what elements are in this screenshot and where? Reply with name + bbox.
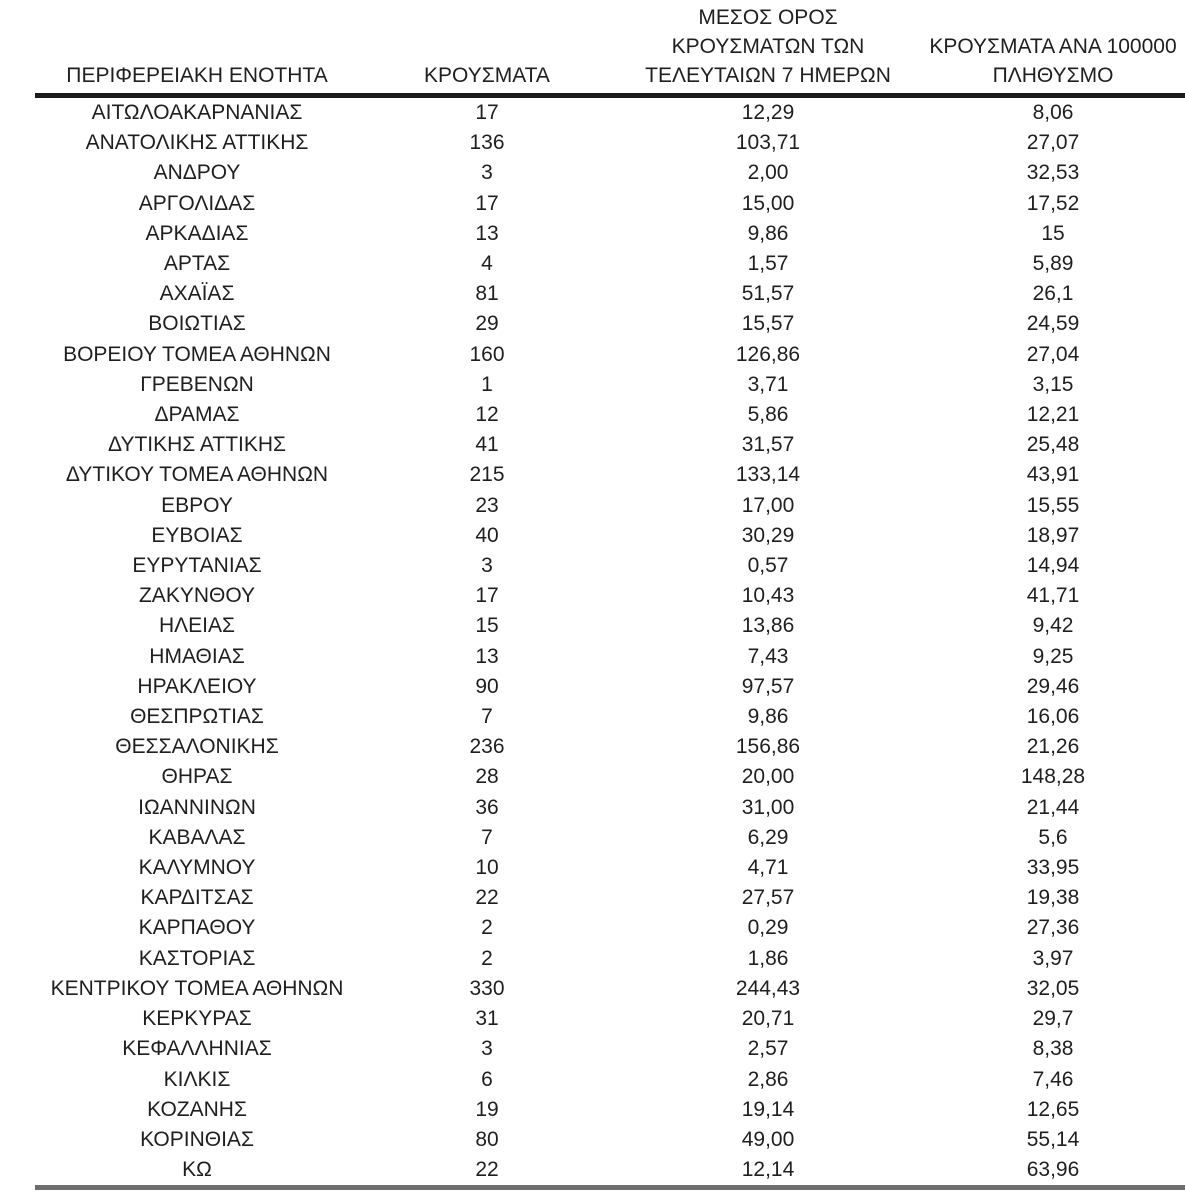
avg7-cell: 0,57: [747, 554, 789, 578]
region-cell: ΚΕΦΑΛΛΗΝΙΑΣ: [122, 1037, 272, 1061]
col-header-avg7-line2: ΚΡΟΥΣΜΑΤΩΝ ΤΩΝ: [671, 35, 865, 58]
table-row: [35, 762, 1185, 792]
cases-report: [35, 0, 1185, 1190]
col-header-region-label: ΠΕΡΙΦΕΡΕΙΑΚΗ ΕΝΟΤΗΤΑ: [66, 64, 328, 87]
avg7-cell: 15,57: [741, 312, 795, 336]
table-row: [35, 913, 1185, 943]
table-row: [35, 1004, 1185, 1034]
table-row: [35, 1095, 1185, 1125]
cases-cell: 81: [475, 282, 499, 306]
avg7-cell: 1,57: [747, 252, 789, 276]
table-row: [35, 702, 1185, 732]
per100k-cell: 41,71: [1026, 584, 1080, 608]
region-cell: ΕΥΡΥΤΑΝΙΑΣ: [132, 554, 262, 578]
header-row: [35, 0, 1185, 96]
avg7-cell: 15,00: [741, 191, 795, 215]
cases-cell: 215: [469, 463, 505, 487]
avg7-cell: 126,86: [735, 342, 801, 366]
avg7-cell: 49,00: [741, 1127, 795, 1151]
per100k-cell: 29,7: [1032, 1007, 1074, 1031]
cases-cell: 13: [475, 644, 499, 668]
region-cell: ΘΕΣΠΡΩΤΙΑΣ: [130, 705, 264, 729]
cases-cell: 31: [475, 1007, 499, 1031]
per100k-cell: 18,97: [1026, 523, 1080, 547]
region-cell: ΚΟΖΑΝΗΣ: [147, 1097, 247, 1121]
avg7-cell: 9,86: [747, 705, 789, 729]
region-cell: ΑΡΤΑΣ: [163, 252, 231, 276]
region-cell: ΘΗΡΑΣ: [161, 765, 233, 789]
avg7-cell: 12,29: [741, 101, 795, 124]
col-header-per100k: [921, 0, 1185, 96]
cases-cell: 2: [481, 946, 493, 970]
per100k-cell: 32,53: [1026, 161, 1080, 185]
table-row: [35, 581, 1185, 611]
region-cell: ΚΑΛΥΜΝΟΥ: [138, 856, 256, 880]
cases-cell: 3: [481, 1037, 493, 1061]
avg7-cell: 3,71: [747, 372, 789, 396]
cases-cell: 41: [475, 433, 499, 457]
avg7-cell: 97,57: [741, 674, 795, 698]
table-row: [35, 96, 1185, 129]
table-row: [35, 823, 1185, 853]
avg7-cell: 5,86: [747, 403, 789, 427]
per100k-cell: 12,65: [1026, 1097, 1080, 1121]
table-row: [35, 944, 1185, 974]
col-header-per100k-line1: ΚΡΟΥΣΜΑΤΑ ΑΝΑ 100000: [929, 35, 1177, 58]
region-cell: ΚΑΡΔΙΤΣΑΣ: [140, 886, 254, 910]
avg7-cell: 9,86: [747, 221, 789, 245]
avg7-cell: 27,57: [741, 886, 795, 910]
avg7-cell: 10,43: [741, 584, 795, 608]
col-header-cases: [359, 0, 615, 96]
per100k-cell: 29,46: [1026, 674, 1080, 698]
cases-table: [35, 0, 1185, 1190]
avg7-cell: 4,71: [747, 856, 789, 880]
avg7-cell: 103,71: [735, 131, 801, 155]
per100k-cell: 25,48: [1026, 433, 1080, 457]
region-cell: ΚΑΒΑΛΑΣ: [148, 825, 246, 849]
avg7-cell: 51,57: [741, 282, 795, 306]
cases-cell: 17: [475, 584, 499, 608]
table-row: [35, 128, 1185, 158]
cases-cell: 23: [475, 493, 499, 517]
avg7-cell: 31,00: [741, 795, 795, 819]
region-cell: ΓΡΕΒΕΝΩΝ: [140, 372, 254, 396]
per100k-cell: 21,26: [1026, 735, 1080, 759]
region-cell: ΗΛΕΙΑΣ: [158, 614, 236, 638]
region-cell: ΔΥΤΙΚΟΥ ΤΟΜΕΑ ΑΘΗΝΩΝ: [65, 463, 329, 487]
per100k-cell: 27,07: [1026, 131, 1080, 155]
avg7-cell: 7,43: [747, 644, 789, 668]
region-cell: ΔΡΑΜΑΣ: [154, 403, 240, 427]
per100k-cell: 5,6: [1038, 825, 1068, 849]
table-row: [35, 189, 1185, 219]
cases-cell: 10: [475, 856, 499, 880]
per100k-cell: 55,14: [1026, 1127, 1080, 1151]
per100k-cell: 15: [1041, 221, 1065, 245]
cases-cell: 19: [475, 1097, 499, 1121]
cases-cell: 15: [475, 614, 499, 638]
per100k-cell: 9,42: [1032, 614, 1074, 638]
region-cell: ΖΑΚΥΝΘΟΥ: [138, 584, 255, 608]
table-row: [35, 883, 1185, 913]
cases-cell: 17: [475, 191, 499, 215]
per100k-cell: 27,36: [1026, 916, 1080, 940]
per100k-cell: 19,38: [1026, 886, 1080, 910]
per100k-cell: 12,21: [1026, 403, 1080, 427]
cases-cell: 160: [469, 342, 505, 366]
region-cell: ΔΥΤΙΚΗΣ ΑΤΤΙΚΗΣ: [107, 433, 287, 457]
table-row: [35, 1155, 1185, 1188]
table-row: [35, 1065, 1185, 1095]
table-row: [35, 491, 1185, 521]
per100k-cell: 14,94: [1026, 554, 1080, 578]
avg7-cell: 13,86: [741, 614, 795, 638]
region-cell: ΚΙΛΚΙΣ: [163, 1067, 231, 1091]
per100k-cell: 8,38: [1032, 1037, 1074, 1061]
cases-cell: 12: [475, 403, 499, 427]
table-body: [35, 96, 1185, 1188]
table-row: [35, 309, 1185, 339]
cases-cell: 4: [481, 252, 493, 276]
table-row: [35, 340, 1185, 370]
cases-cell: 28: [475, 765, 499, 789]
cases-cell: 90: [475, 674, 499, 698]
region-cell: ΑΝΑΤΟΛΙΚΗΣ ΑΤΤΙΚΗΣ: [85, 131, 309, 155]
avg7-cell: 2,86: [747, 1067, 789, 1091]
avg7-cell: 31,57: [741, 433, 795, 457]
cases-cell: 136: [469, 131, 505, 155]
per100k-cell: 27,04: [1026, 342, 1080, 366]
table-row: [35, 219, 1185, 249]
table-row: [35, 158, 1185, 188]
cases-cell: 17: [475, 101, 499, 124]
table-row: [35, 551, 1185, 581]
per100k-cell: 7,46: [1032, 1067, 1074, 1091]
cases-cell: 13: [475, 221, 499, 245]
table-row: [35, 249, 1185, 279]
region-cell: ΚΕΡΚΥΡΑΣ: [142, 1007, 252, 1031]
per100k-cell: 63,96: [921, 1155, 1185, 1188]
table-row: [35, 430, 1185, 460]
per100k-cell: 43,91: [1026, 463, 1080, 487]
per100k-cell: 3,15: [1032, 372, 1074, 396]
avg7-cell: 17,00: [741, 493, 795, 517]
col-header-avg7: [615, 0, 921, 96]
avg7-cell: 1,86: [747, 946, 789, 970]
per100k-cell: 9,25: [1032, 644, 1074, 668]
cases-cell: 2: [481, 916, 493, 940]
table-row: [35, 460, 1185, 490]
table-header: [35, 0, 1185, 96]
avg7-cell: 20,00: [741, 765, 795, 789]
region-cell: ΚΩ: [35, 1155, 359, 1188]
region-cell: ΑΝΔΡΟΥ: [153, 161, 241, 185]
avg7-cell: 0,29: [747, 916, 789, 940]
region-cell: ΗΜΑΘΙΑΣ: [149, 644, 245, 668]
cases-cell: 7: [481, 705, 493, 729]
region-cell: ΚΑΡΠΑΘΟΥ: [138, 916, 256, 940]
region-cell: ΘΕΣΣΑΛΟΝΙΚΗΣ: [115, 735, 279, 759]
cases-cell: 6: [481, 1067, 493, 1091]
region-cell: ΚΕΝΤΡΙΚΟΥ ΤΟΜΕΑ ΑΘΗΝΩΝ: [50, 976, 344, 1000]
col-header-cases-label: ΚΡΟΥΣΜΑΤΑ: [424, 64, 550, 87]
region-cell: ΒΟΙΩΤΙΑΣ: [148, 312, 246, 336]
per100k-cell: 3,97: [1032, 946, 1074, 970]
region-cell: ΚΑΣΤΟΡΙΑΣ: [138, 946, 256, 970]
avg7-cell: 30,29: [741, 523, 795, 547]
table-row: [35, 370, 1185, 400]
col-header-avg7-line3: ΤΕΛΕΥΤΑΙΩΝ 7 ΗΜΕΡΩΝ: [645, 64, 891, 87]
col-header-region: [35, 0, 359, 96]
avg7-cell: 20,71: [741, 1007, 795, 1031]
table-row: [35, 732, 1185, 762]
avg7-cell: 133,14: [735, 463, 801, 487]
per100k-cell: 17,52: [1026, 191, 1080, 215]
region-cell: ΙΩΑΝΝΙΝΩΝ: [138, 795, 256, 819]
region-cell: ΑΡΚΑΔΙΑΣ: [145, 221, 249, 245]
per100k-cell: 15,55: [1026, 493, 1080, 517]
table-row: [35, 642, 1185, 672]
avg7-cell: 2,57: [747, 1037, 789, 1061]
cases-cell: 1: [481, 372, 493, 396]
region-cell: ΒΟΡΕΙΟΥ ΤΟΜΕΑ ΑΘΗΝΩΝ: [63, 342, 331, 366]
table-row: [35, 521, 1185, 551]
region-cell: ΑΡΓΟΛΙΔΑΣ: [138, 191, 256, 215]
avg7-cell: 2,00: [747, 161, 789, 185]
region-cell: ΕΒΡΟΥ: [161, 493, 233, 517]
table-row: [35, 279, 1185, 309]
per100k-cell: 26,1: [1032, 282, 1074, 306]
col-header-avg7-line1: ΜΕΣΟΣ ΟΡΟΣ: [698, 6, 838, 29]
region-cell: ΕΥΒΟΙΑΣ: [151, 523, 243, 547]
cases-cell: 3: [481, 161, 493, 185]
region-cell: ΑΧΑΪΑΣ: [159, 282, 235, 306]
table-row: [35, 400, 1185, 430]
region-cell: ΚΟΡΙΝΘΙΑΣ: [140, 1127, 254, 1151]
avg7-cell: 19,14: [741, 1097, 795, 1121]
cases-cell: 80: [475, 1127, 499, 1151]
region-cell: ΗΡΑΚΛΕΙΟΥ: [137, 674, 257, 698]
table-row: [35, 1125, 1185, 1155]
table-row: [35, 793, 1185, 823]
cases-cell: 29: [475, 312, 499, 336]
per100k-cell: 33,95: [1026, 856, 1080, 880]
per100k-cell: 5,89: [1032, 252, 1074, 276]
cases-cell: 40: [475, 523, 499, 547]
per100k-cell: 16,06: [1026, 705, 1080, 729]
avg7-cell: 12,14: [615, 1155, 921, 1188]
col-header-per100k-line2: ΠΛΗΘΥΣΜΟ: [992, 64, 1114, 87]
table-row: [35, 1034, 1185, 1064]
per100k-cell: 24,59: [1026, 312, 1080, 336]
table-row: [35, 611, 1185, 641]
avg7-cell: 156,86: [735, 735, 801, 759]
cases-cell: 236: [469, 735, 505, 759]
per100k-cell: 148,28: [1020, 765, 1086, 789]
cases-cell: 22: [475, 886, 499, 910]
per100k-cell: 8,06: [1032, 101, 1074, 124]
per100k-cell: 32,05: [1026, 976, 1080, 1000]
avg7-cell: 6,29: [747, 825, 789, 849]
table-row: [35, 853, 1185, 883]
cases-cell: 330: [469, 976, 505, 1000]
cases-cell: 7: [481, 825, 493, 849]
cases-cell: 36: [475, 795, 499, 819]
table-row: [35, 974, 1185, 1004]
cases-cell: 22: [359, 1155, 615, 1188]
avg7-cell: 244,43: [735, 976, 801, 1000]
per100k-cell: 21,44: [1026, 795, 1080, 819]
table-row: [35, 672, 1185, 702]
cases-cell: 3: [481, 554, 493, 578]
region-cell: ΑΙΤΩΛΟΑΚΑΡΝΑΝΙΑΣ: [91, 101, 303, 124]
